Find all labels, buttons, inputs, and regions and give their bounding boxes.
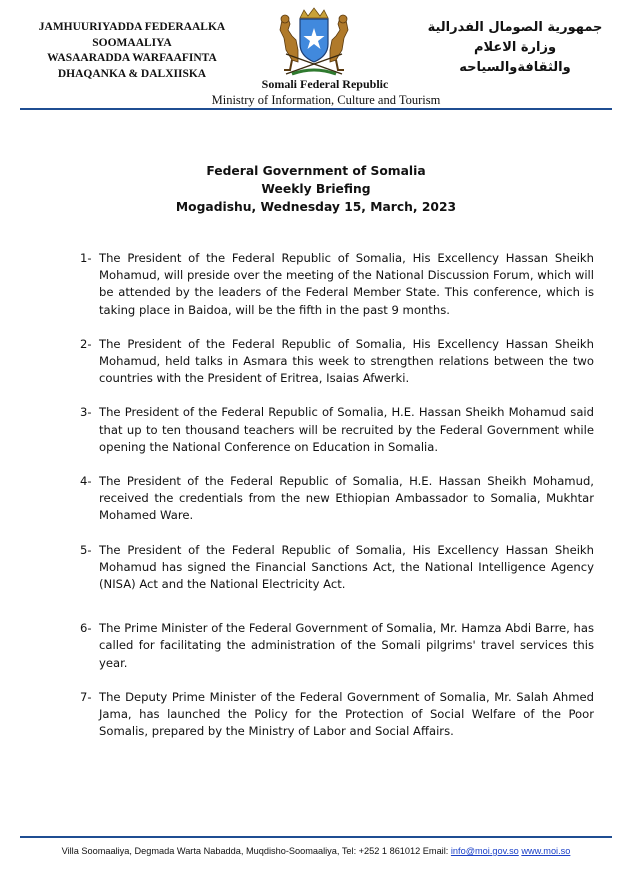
footer-website-link[interactable]: www.moi.so [521,846,571,856]
briefing-item [80,473,594,525]
letterhead-somali-line: SOOMAALIYA [92,36,172,49]
briefing-item [80,404,594,456]
letterhead-somali-line: JAMHUURIYADDA FEDERAALKA [38,21,226,33]
item-text: The President of the Federal Republic of Somalia, His Excellency Hassan Sheikh Mohamud has signed the Financial Sanctions Act, the National Intelligence Agency (NISA) Act and the National Electricity Act. [99,542,594,592]
header-divider [20,108,612,110]
republic-name: Somali Federal Republic [261,77,389,91]
title-line: Weekly Briefing [261,182,371,196]
item-number: 6- [80,621,92,636]
item-number: 4- [80,474,92,489]
footer-address: Villa Soomaaliya, Degmada Warta Nabadda, Muqdisho-Soomaaliya, Tel: +252 1 861012 Email: [61,846,449,856]
item-text: The Deputy Prime Minister of the Federal Government of Somalia, Mr. Salah Ahmed Jama, has launched the Policy for the Protection of Social Welfare of the Poor Somalis, prepared by the Ministry of Labor and Social Affairs. [99,689,594,739]
item-number: 1- [80,251,92,265]
item-number: 7- [80,689,92,704]
item-text: The President of the Federal Republic of Somalia, His Excellency Hassan Sheikh Mohamud, held talks in Asmara this week to strengthen relations between the two countries with the President of Eritrea, Isaias Afwerki. [99,336,594,386]
item-number: 5- [80,542,92,557]
letterhead-somali [22,20,242,82]
briefing-item [80,250,594,319]
letterhead-arabic-line: جمهورية الصومال الفدرالية [427,20,603,35]
item-text: The President of the Federal Republic of Somalia, H.E. Hassan Sheikh Mohamud said that up to ten thousand teachers will be recruited by the Federal Government while opening the National Conference on Education in Somalia. [99,405,594,454]
letterhead-arabic-line: وزارة الاعلام [473,40,557,55]
briefing-list [80,250,594,740]
letterhead-arabic [420,18,610,78]
ministry-name: Ministry of Information, Culture and Tourism [211,93,441,107]
title-line: Mogadishu, Wednesday 15, March, 2023 [175,200,457,214]
item-text: The Prime Minister of the Federal Government of Somalia, Mr. Hamza Abdi Barre, has called for facilitating the administration of the Somali pilgrims' travel services this year. [99,621,594,670]
item-text: The President of the Federal Republic of Somalia, H.E. Hassan Sheikh Mohamud, received the credentials from the new Ethiopian Ambassador to Somalia, Mukhtar Mohamed Ware. [99,474,594,523]
document-title [0,162,632,216]
item-number: 3- [80,405,92,420]
letterhead-arabic-line: والثقافةوالسياحه [459,60,571,75]
letterhead-somali-line: WASAARADDA WARFAAFINTA [47,52,217,64]
coat-of-arms-icon [262,6,366,78]
title-line: Federal Government of Somalia [206,164,426,178]
briefing-item [80,689,594,741]
footer [0,846,632,856]
briefing-item [80,336,594,388]
footer-divider [20,836,612,838]
item-number: 2- [80,336,92,351]
item-text: The President of the Federal Republic of Somalia, His Excellency Hassan Sheikh Mohamud, will preside over the meeting of the National Discussion Forum, which will be attended by the leaders of the Federal Member State. This conference, which is taking place in Baidoa, will be the fifth in the past 9 months. [99,251,594,317]
footer-email-link[interactable]: info@moi.gov.so [450,846,519,856]
letterhead-somali-line: DHAQANKA & DALXIISKA [57,67,207,80]
briefing-item [80,620,594,672]
briefing-item [80,542,594,594]
